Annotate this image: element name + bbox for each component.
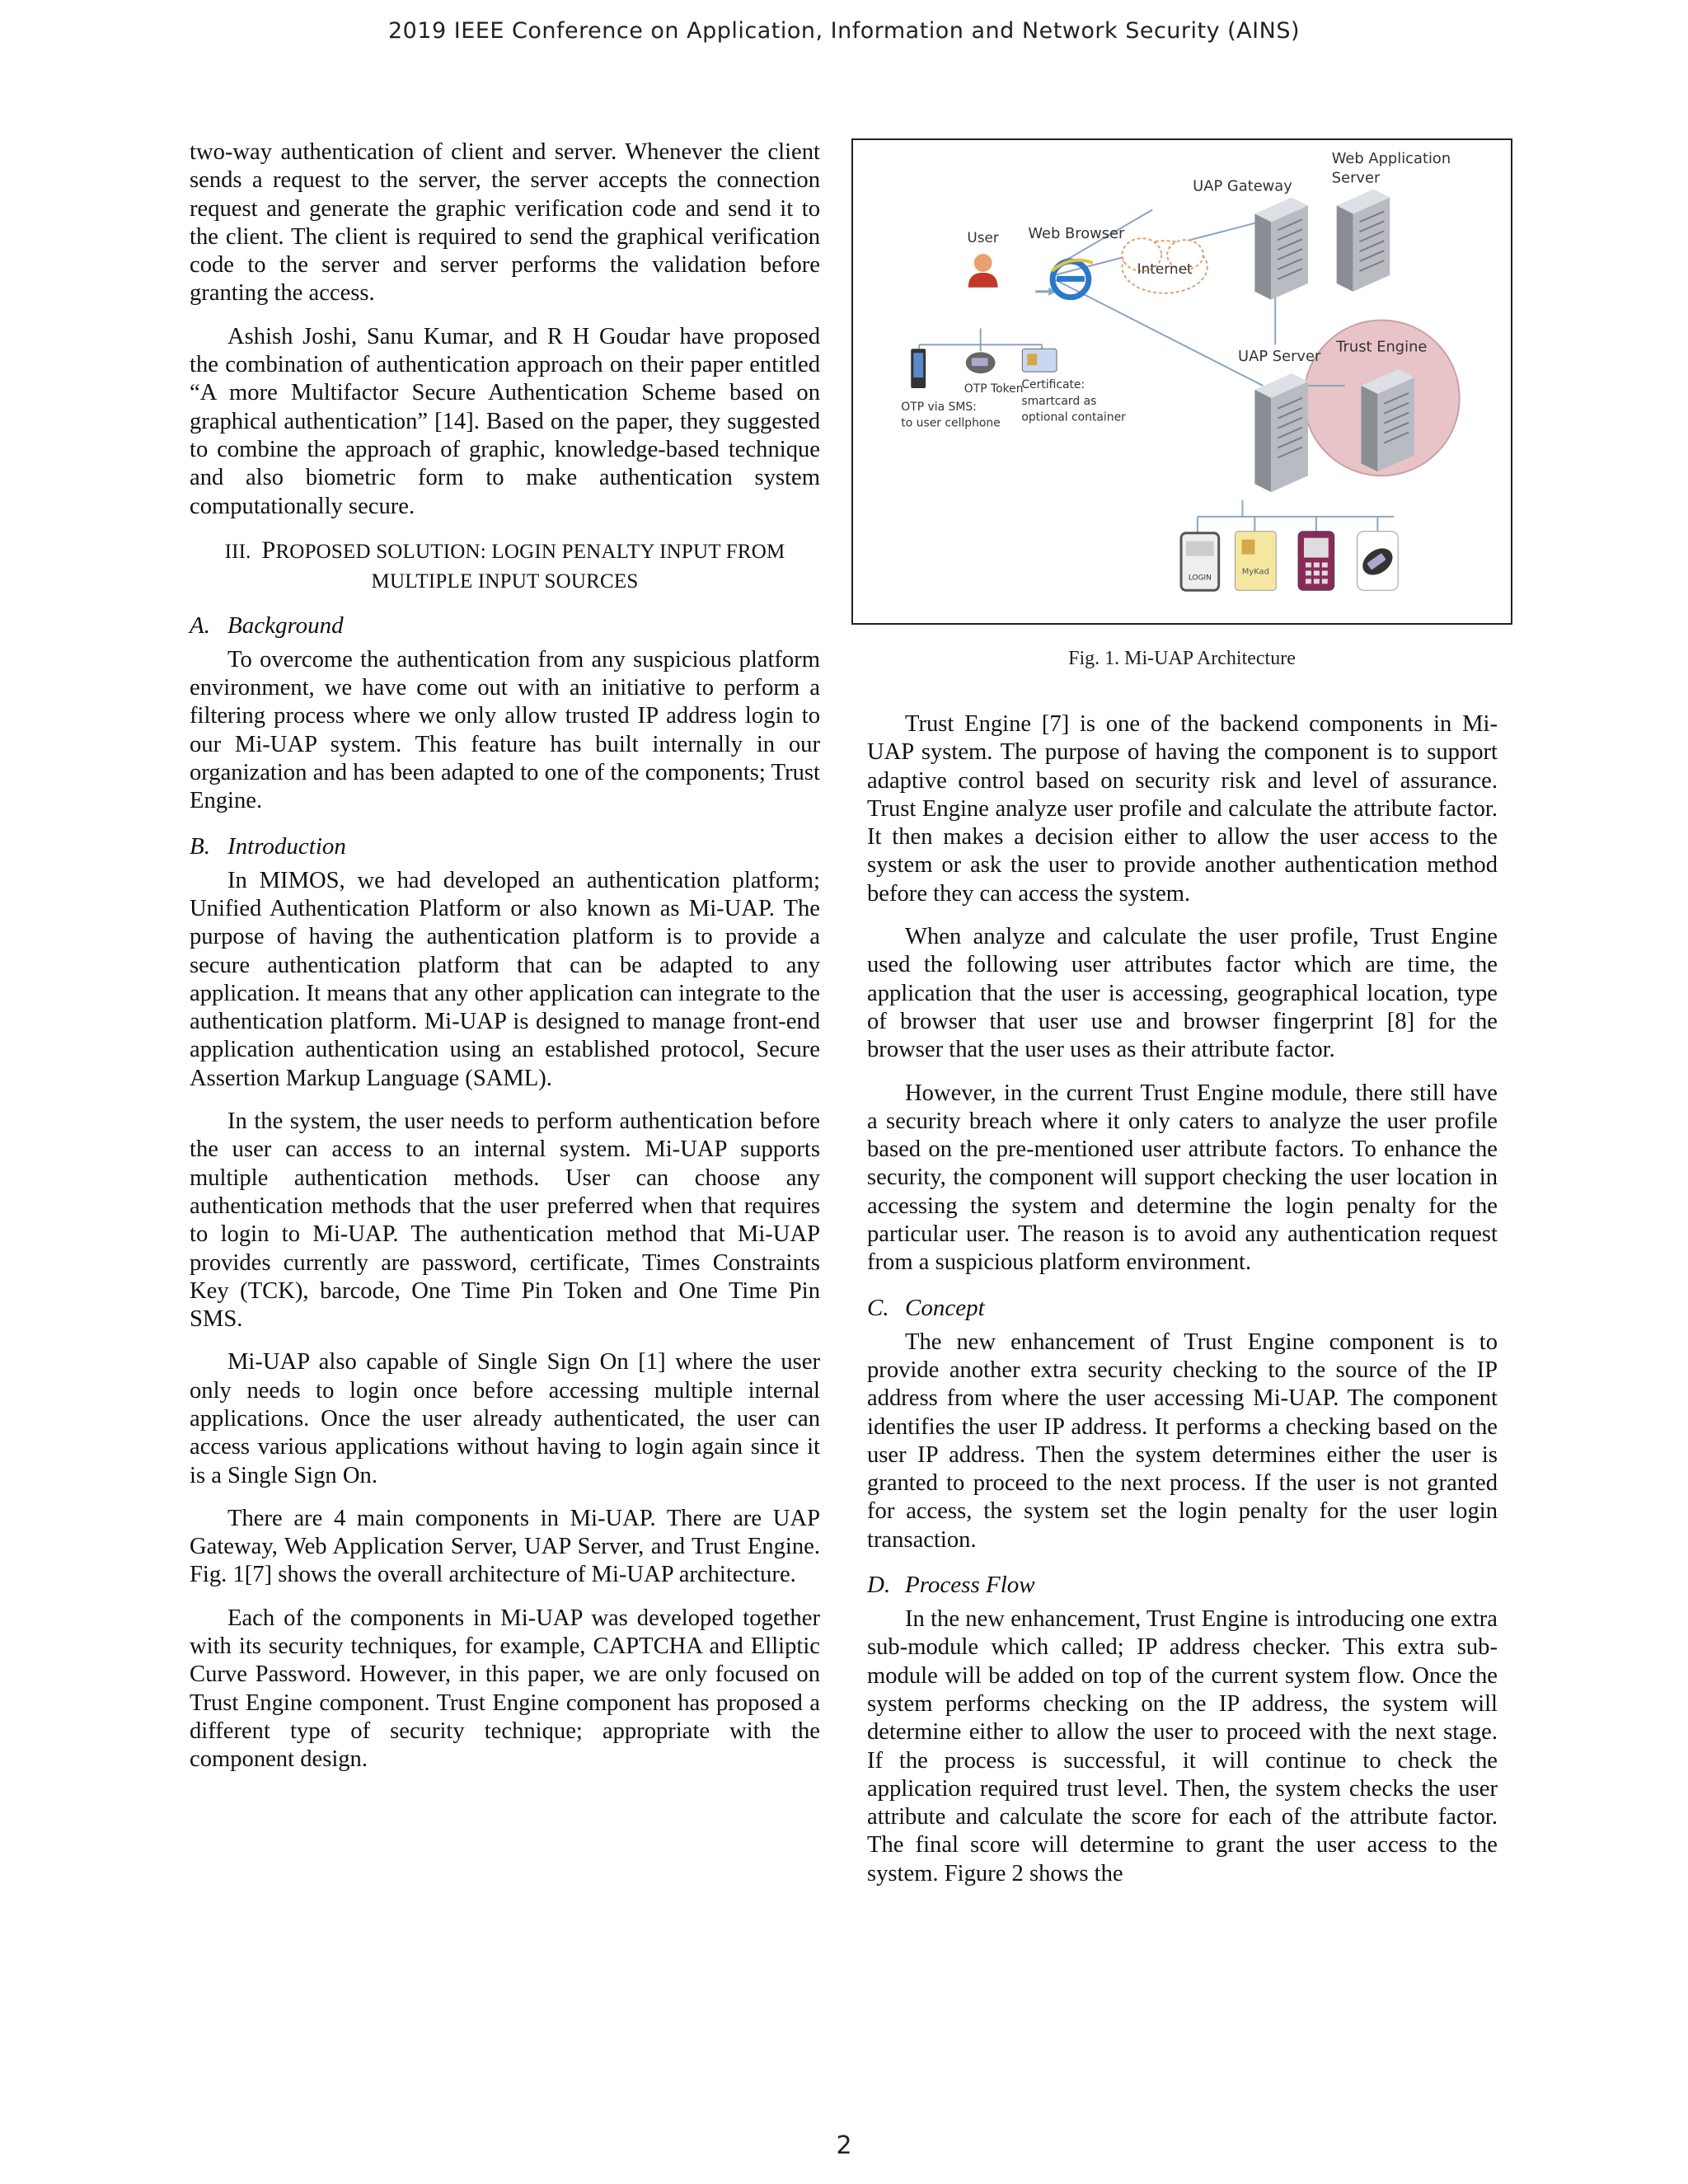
user-icon bbox=[967, 229, 999, 288]
login-token-device-icon bbox=[1181, 533, 1219, 591]
paragraph-mimos: In MIMOS, we had developed an authentication platform; Unified Authentication Platform or also known as Mi-UAP. The purpose of having the authentication platform is to provide a secure authentication platform that can be adapted to any application. It means that any other application can integrate to the authentication platform. Mi-UAP is designed to manage front-end application authentication using an established protocol, Secure Assertion Markup Language (SAML). bbox=[190, 867, 820, 1091]
right-column bbox=[867, 710, 1498, 1903]
server-label: Server bbox=[1331, 169, 1381, 187]
login-text: LOGIN bbox=[1188, 574, 1212, 583]
otp-token-icon bbox=[964, 352, 1024, 396]
paragraph-system: In the system, the user needs to perform authentication before the user can access to an internal system. Mi-UAP supports multiple authentication methods. User can choose any authentication methods that the user preferred when that requires to login to Mi-UAP. The authentication method that Mi-UAP provides currently are password, certificate, Times Constraints Key (TCK), barcode, One Time Pin Token and One Time Pin SMS. bbox=[190, 1108, 820, 1333]
uap-gateway-label: UAP Gateway bbox=[1193, 177, 1292, 195]
subsection-title: Process Flow bbox=[905, 1572, 1035, 1599]
paragraph-concept: The new enhancement of Trust Engine component is to provide another extra security checking to the source of the IP address from where the user accessing Mi-UAP. The component identifies the user IP address. It performs a checking based on the user IP address. Then the system determines either the user is granted to proceed to the next process. If the user is not granted for access, the system set the login penalty for the user login transaction. bbox=[867, 1329, 1498, 1553]
paragraph-when: When analyze and calculate the user profile, Trust Engine used the following user attributes factor which are time, the application that the user is accessing, geographical location, type of browser that user use and browser fingerprint [8] for the browser that the user uses as their attribute factor. bbox=[867, 924, 1498, 1063]
section-title-line2: MULTIPLE INPUT SOURCES bbox=[371, 569, 639, 593]
subsection-background bbox=[190, 610, 820, 641]
certificate-label-2: smartcard as bbox=[1021, 394, 1097, 408]
uap-server-label: UAP Server bbox=[1238, 348, 1321, 366]
usb-token-icon bbox=[1357, 532, 1399, 591]
subsection-process-flow bbox=[867, 1569, 1498, 1601]
paragraph-sso: Mi-UAP also capable of Single Sign On [1] where the user only needs to login once before accessing multiple internal applications. Once the user already authenticated, the user can access various applications without having to login again since it is a Single Sign On. bbox=[190, 1349, 820, 1488]
paragraph-however: However, in the current Trust Engine module, there still have a security breach where it only caters to analyze the user profile based on the pre-mentioned user attribute factors. To enhance the security, the component will support checking the user location in accessing the system and determine the login penalty for the particular user. The reason is to avoid any authentication request from a suspicious platform environment. bbox=[867, 1080, 1498, 1276]
paragraph-components: There are 4 main components in Mi-UAP. There are UAP Gateway, Web Application Server, UAP Server, and Trust Engine. Fig. 1[7] shows the overall architecture of Mi-UAP architecture. bbox=[190, 1505, 820, 1588]
section-title-line1: ROPOSED SOLUTION: LOGIN PENALTY INPUT FROM bbox=[275, 540, 785, 563]
paragraph-background: To overcome the authentication from any suspicious platform environment, we have come out with an initiative to perform a filtering process where we only allow trusted IP address login to our Mi-UAP system. This feature has built internally in our organization and has been adapted to one of the components; Trust Engine. bbox=[190, 646, 820, 814]
section-title-initial: P bbox=[261, 536, 276, 564]
internet-cloud bbox=[1122, 238, 1207, 293]
web-application-server-icon bbox=[1332, 150, 1451, 292]
subsection-concept bbox=[867, 1292, 1498, 1324]
left-column bbox=[190, 138, 820, 1789]
subsection-number: D. bbox=[867, 1572, 891, 1599]
paragraph-process-flow: In the new enhancement, Trust Engine is introducing one extra sub-module which called; IP address checker. This extra sub-module will be added on top of the current system flow. Once the system performs checking on the IP address, the system will determine either to allow the user to proceed with the next stage. If the process is successful, it will continue to check the application required trust level. Then, the system checks the user attribute and calculate the score for each of the attribute factor. The final score will determine to grant the user access to the system. Figure 2 shows the bbox=[867, 1606, 1498, 1886]
subsection-number: A. bbox=[190, 612, 210, 639]
otp-sms-label-2: to user cellphone bbox=[901, 416, 1001, 430]
certificate-label-3: optional container bbox=[1021, 410, 1126, 424]
architecture-diagram bbox=[853, 140, 1511, 623]
paragraph-intro: two-way authentication of client and server. Whenever the client sends a request to the server, the server accepts the connection request and generate the graphic verification code and send it to the client. The client is required to send the graphical verification code to the server and server performs the validation before granting the access. bbox=[190, 139, 820, 307]
otp-token-label: OTP Token bbox=[964, 382, 1024, 396]
page-number: 2 bbox=[836, 2131, 852, 2160]
figure-caption: Fig. 1. Mi-UAP Architecture bbox=[1068, 648, 1296, 669]
certificate-label-1: Certificate: bbox=[1021, 377, 1085, 391]
internet-label: Internet bbox=[1137, 260, 1193, 277]
subsection-number: C. bbox=[867, 1294, 889, 1321]
section-title bbox=[190, 536, 820, 597]
web-browser-label: Web Browser bbox=[1028, 225, 1125, 243]
web-application-label: Web Application bbox=[1331, 149, 1451, 167]
subsection-title: Concept bbox=[905, 1294, 985, 1321]
running-header: 2019 IEEE Conference on Application, Information and Network Security (AINS) bbox=[388, 18, 1300, 44]
architecture-figure bbox=[851, 138, 1512, 625]
paragraph-each: Each of the components in Mi-UAP was developed together with its security techniques, for example, CAPTCHA and Elliptic Curve Password. However, in this paper, we are only focused on Trust Engine component. Trust Engine component has proposed a different type of security technique; appropriate with the component design. bbox=[190, 1605, 820, 1773]
user-label: User bbox=[967, 229, 999, 246]
trust-engine-label: Trust Engine bbox=[1336, 338, 1428, 356]
mykad-text: MyKad bbox=[1241, 567, 1269, 577]
paragraph-joshi: Ashish Joshi, Sanu Kumar, and R H Goudar have proposed the combination of authentication approach on their paper entitled “A more Multifactor Secure Authentication Scheme based on graphical authentication” [14]. Based on the paper, they suggested to combine the approach of graphic, knowledge-based technique and also biometric form to make authentication system computationally secure. bbox=[190, 323, 820, 519]
subsection-title: Background bbox=[227, 612, 344, 639]
otp-sms-label-1: OTP via SMS: bbox=[901, 400, 977, 414]
smartcard-icon bbox=[1021, 349, 1126, 424]
subsection-number: B. bbox=[190, 832, 210, 860]
section-number: III. bbox=[224, 540, 251, 563]
subsection-introduction bbox=[190, 831, 820, 862]
paragraph-trust-engine: Trust Engine [7] is one of the backend components in Mi-UAP system. The purpose of having the component is to support adaptive control based on security risk and level of assurance. Trust Engine analyze user profile and calculate the attribute factor. It then makes a decision either to allow the user access to the system or ask the user to provide another authentication method before they can access the system. bbox=[867, 711, 1498, 907]
uap-gateway-server-icon bbox=[1193, 178, 1308, 300]
mobile-phone-icon bbox=[1298, 532, 1334, 591]
subsection-title: Introduction bbox=[227, 832, 346, 860]
mykad-card-icon bbox=[1236, 532, 1277, 591]
